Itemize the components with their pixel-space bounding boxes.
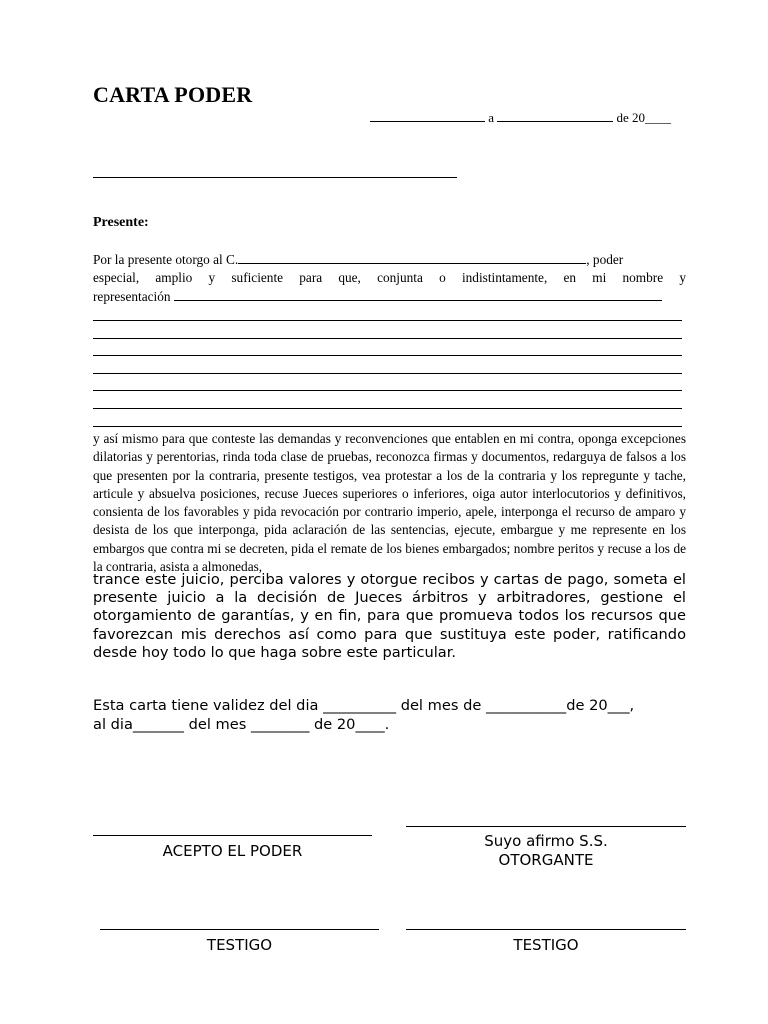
testigo-right-signature-line[interactable] [406, 929, 686, 930]
powers-paragraph-continued: trance este juicio, perciba valores y otorgue recibos y cartas de pago, someta el presente juicio a la decisión de Jueces árbitros y arbitradores, gestione el otorgamiento de garantías, y en fin, para que promueva todos los recursos que favorezcan mis derechos así como para que sustituya este poder, ratificando desde hoy todo lo que haga sobre este particular. [93, 571, 686, 661]
blank-line[interactable] [93, 408, 682, 409]
addressee-line[interactable] [93, 177, 457, 178]
date-a-text: a [488, 110, 495, 125]
place-blank[interactable] [370, 109, 485, 122]
validity-line2: al dia_______ del mes ________ de 20____. [93, 716, 390, 733]
day-month-blank[interactable] [497, 109, 613, 122]
acepto-signature-line[interactable] [93, 835, 372, 836]
blank-line[interactable] [93, 390, 682, 391]
grant-line1-start: Por la presente otorgo al C. [93, 252, 239, 267]
blank-line[interactable] [93, 373, 682, 374]
blank-line[interactable] [93, 338, 682, 339]
date-line [370, 109, 671, 126]
document-title: CARTA PODER [93, 82, 253, 107]
acepto-label: ACEPTO EL PODER [162, 842, 303, 860]
blank-line[interactable] [93, 355, 682, 356]
otorgante-label: OTORGANTE [498, 851, 594, 869]
otorgante-signature-line[interactable] [406, 826, 686, 827]
grant-line1-end: , poder [586, 252, 624, 267]
validity-block [93, 696, 693, 734]
grant-paragraph [93, 251, 686, 306]
testigo-right-label: TESTIGO [513, 936, 579, 954]
validity-line1: Esta carta tiene validez del dia __________ del mes de ___________de 20___, [93, 697, 635, 714]
grant-line2: especial, amplio y suficiente para que, conjunta o indistintamente, en mi nombre y [93, 270, 686, 286]
testigo-left-signature-line[interactable] [100, 929, 379, 930]
powers-paragraph: y así mismo para que conteste las demandas y reconvenciones que entablen en mi contra, oponga excepciones dilatorias y perentorias, rinda toda clase de pruebas, reconozca firmas y documentos, redarguya de falsos a los que presenten por la contraria, presente testigos, vea protestar a los de la contraria y los repregunte y tache, articule y absuelva posiciones, recuse Jueces superiores o inferiores, oiga autor interlocutorios y definitivos, consienta de los favorables y pida revocación por contrario imperio, apele, interponga el recurso de amparo y desista de los que interponga, pida aclaración de las sentencias, ejecute, embargue y me represente en los embargos que contra mi se decreten, pida el remate de los bienes embargados; nombre peritos y recuse a los de la contraria, asista a almonedas, [93, 431, 686, 575]
attorney-name-blank[interactable] [238, 251, 586, 264]
blank-line[interactable] [93, 426, 682, 427]
testigo-left-label: TESTIGO [206, 936, 273, 954]
grant-line3: representación [93, 288, 171, 304]
date-year-text: de 20____ [616, 110, 672, 125]
representation-blank[interactable] [174, 288, 662, 301]
presente-heading: Presente: [93, 215, 149, 230]
suyo-afirmo-label: Suyo afirmo S.S. [484, 832, 608, 850]
blank-line[interactable] [93, 320, 682, 321]
